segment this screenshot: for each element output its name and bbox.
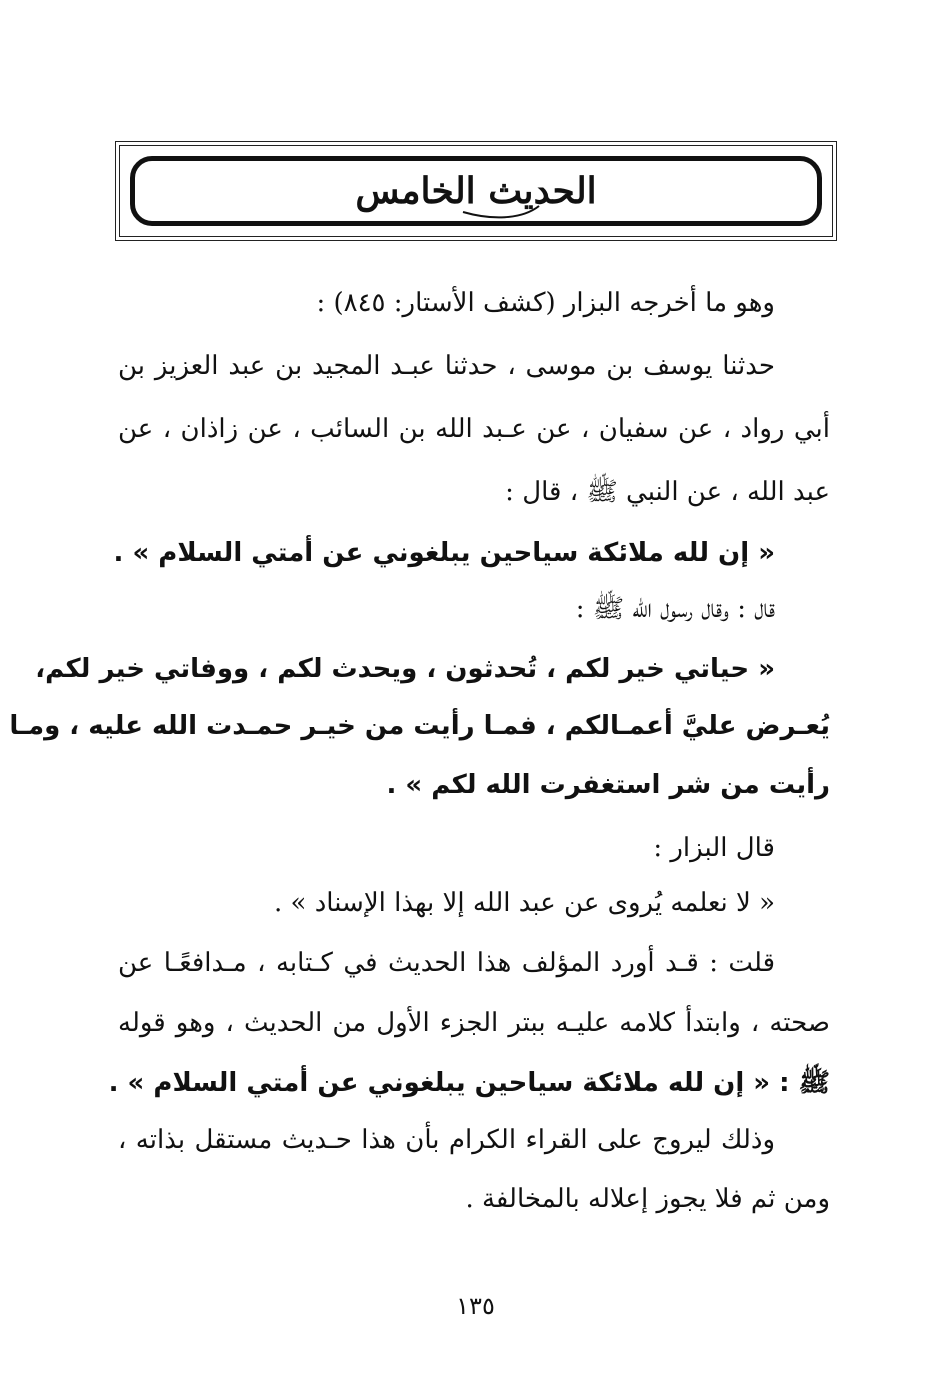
text-line: « حياتي خير لكم ، تُحدثون ، ويحدث لكم ، ووفاتي خير لكم، <box>35 654 775 684</box>
text-line: « إن لله ملائكة سياحين يبلغوني عن أمتي السلام » . <box>113 538 775 568</box>
chapter-title-frame <box>115 141 837 241</box>
text-line: ومن ثم فلا يجوز إعلاله بالمخالفة . <box>465 1184 830 1214</box>
text-line: أبي رواد ، عن سفيان ، عن عـبد الله بن السائب ، عن زاذان ، عن <box>118 414 830 444</box>
text-line: حدثنا يوسف بن موسى ، حدثنا عبـد المجيد بن عبد العزيز بن <box>118 351 775 381</box>
text-line: وهو ما أخرجه البزار (كشف الأستار: ٨٤٥) : <box>316 288 775 318</box>
chapter-title: الحديث الخامس <box>355 170 597 212</box>
text-line: قال البزار : <box>653 833 775 863</box>
text-line: قلت : قـد أورد المؤلف هذا الحديث في كـتابه ، مـدافعًـا عن <box>118 948 775 978</box>
text-line: وذلك ليروج على القراء الكرام بأن هذا حـديث مستقل بذاته ، <box>118 1125 775 1155</box>
text-line: صحته ، وابتدأ كلامه عليـه ببتر الجزء الأول من الحديث ، وهو قوله <box>118 1008 830 1038</box>
text-line: عبد الله ، عن النبي ﷺ ، قال : <box>505 477 830 507</box>
text-line: يُعـرض عليَّ أعمـالكم ، فمـا رأيت من خيـر حمـدت الله عليه ، ومـا <box>9 711 830 741</box>
text-line: ﷺ : « إن لله ملائكة سياحين يبلغوني عن أمتي السلام » . <box>108 1068 830 1098</box>
title-flourish-ornament <box>461 202 541 220</box>
page-number: ١٣٥ <box>456 1292 495 1320</box>
text-line: قال : وقال رسول الله ﷺ : <box>575 594 775 624</box>
text-line: رأيت من شر استغفرت الله لكم » . <box>386 770 830 800</box>
text-line: « لا نعلمه يُروى عن عبد الله إلا بهذا الإسناد » . <box>274 888 775 918</box>
